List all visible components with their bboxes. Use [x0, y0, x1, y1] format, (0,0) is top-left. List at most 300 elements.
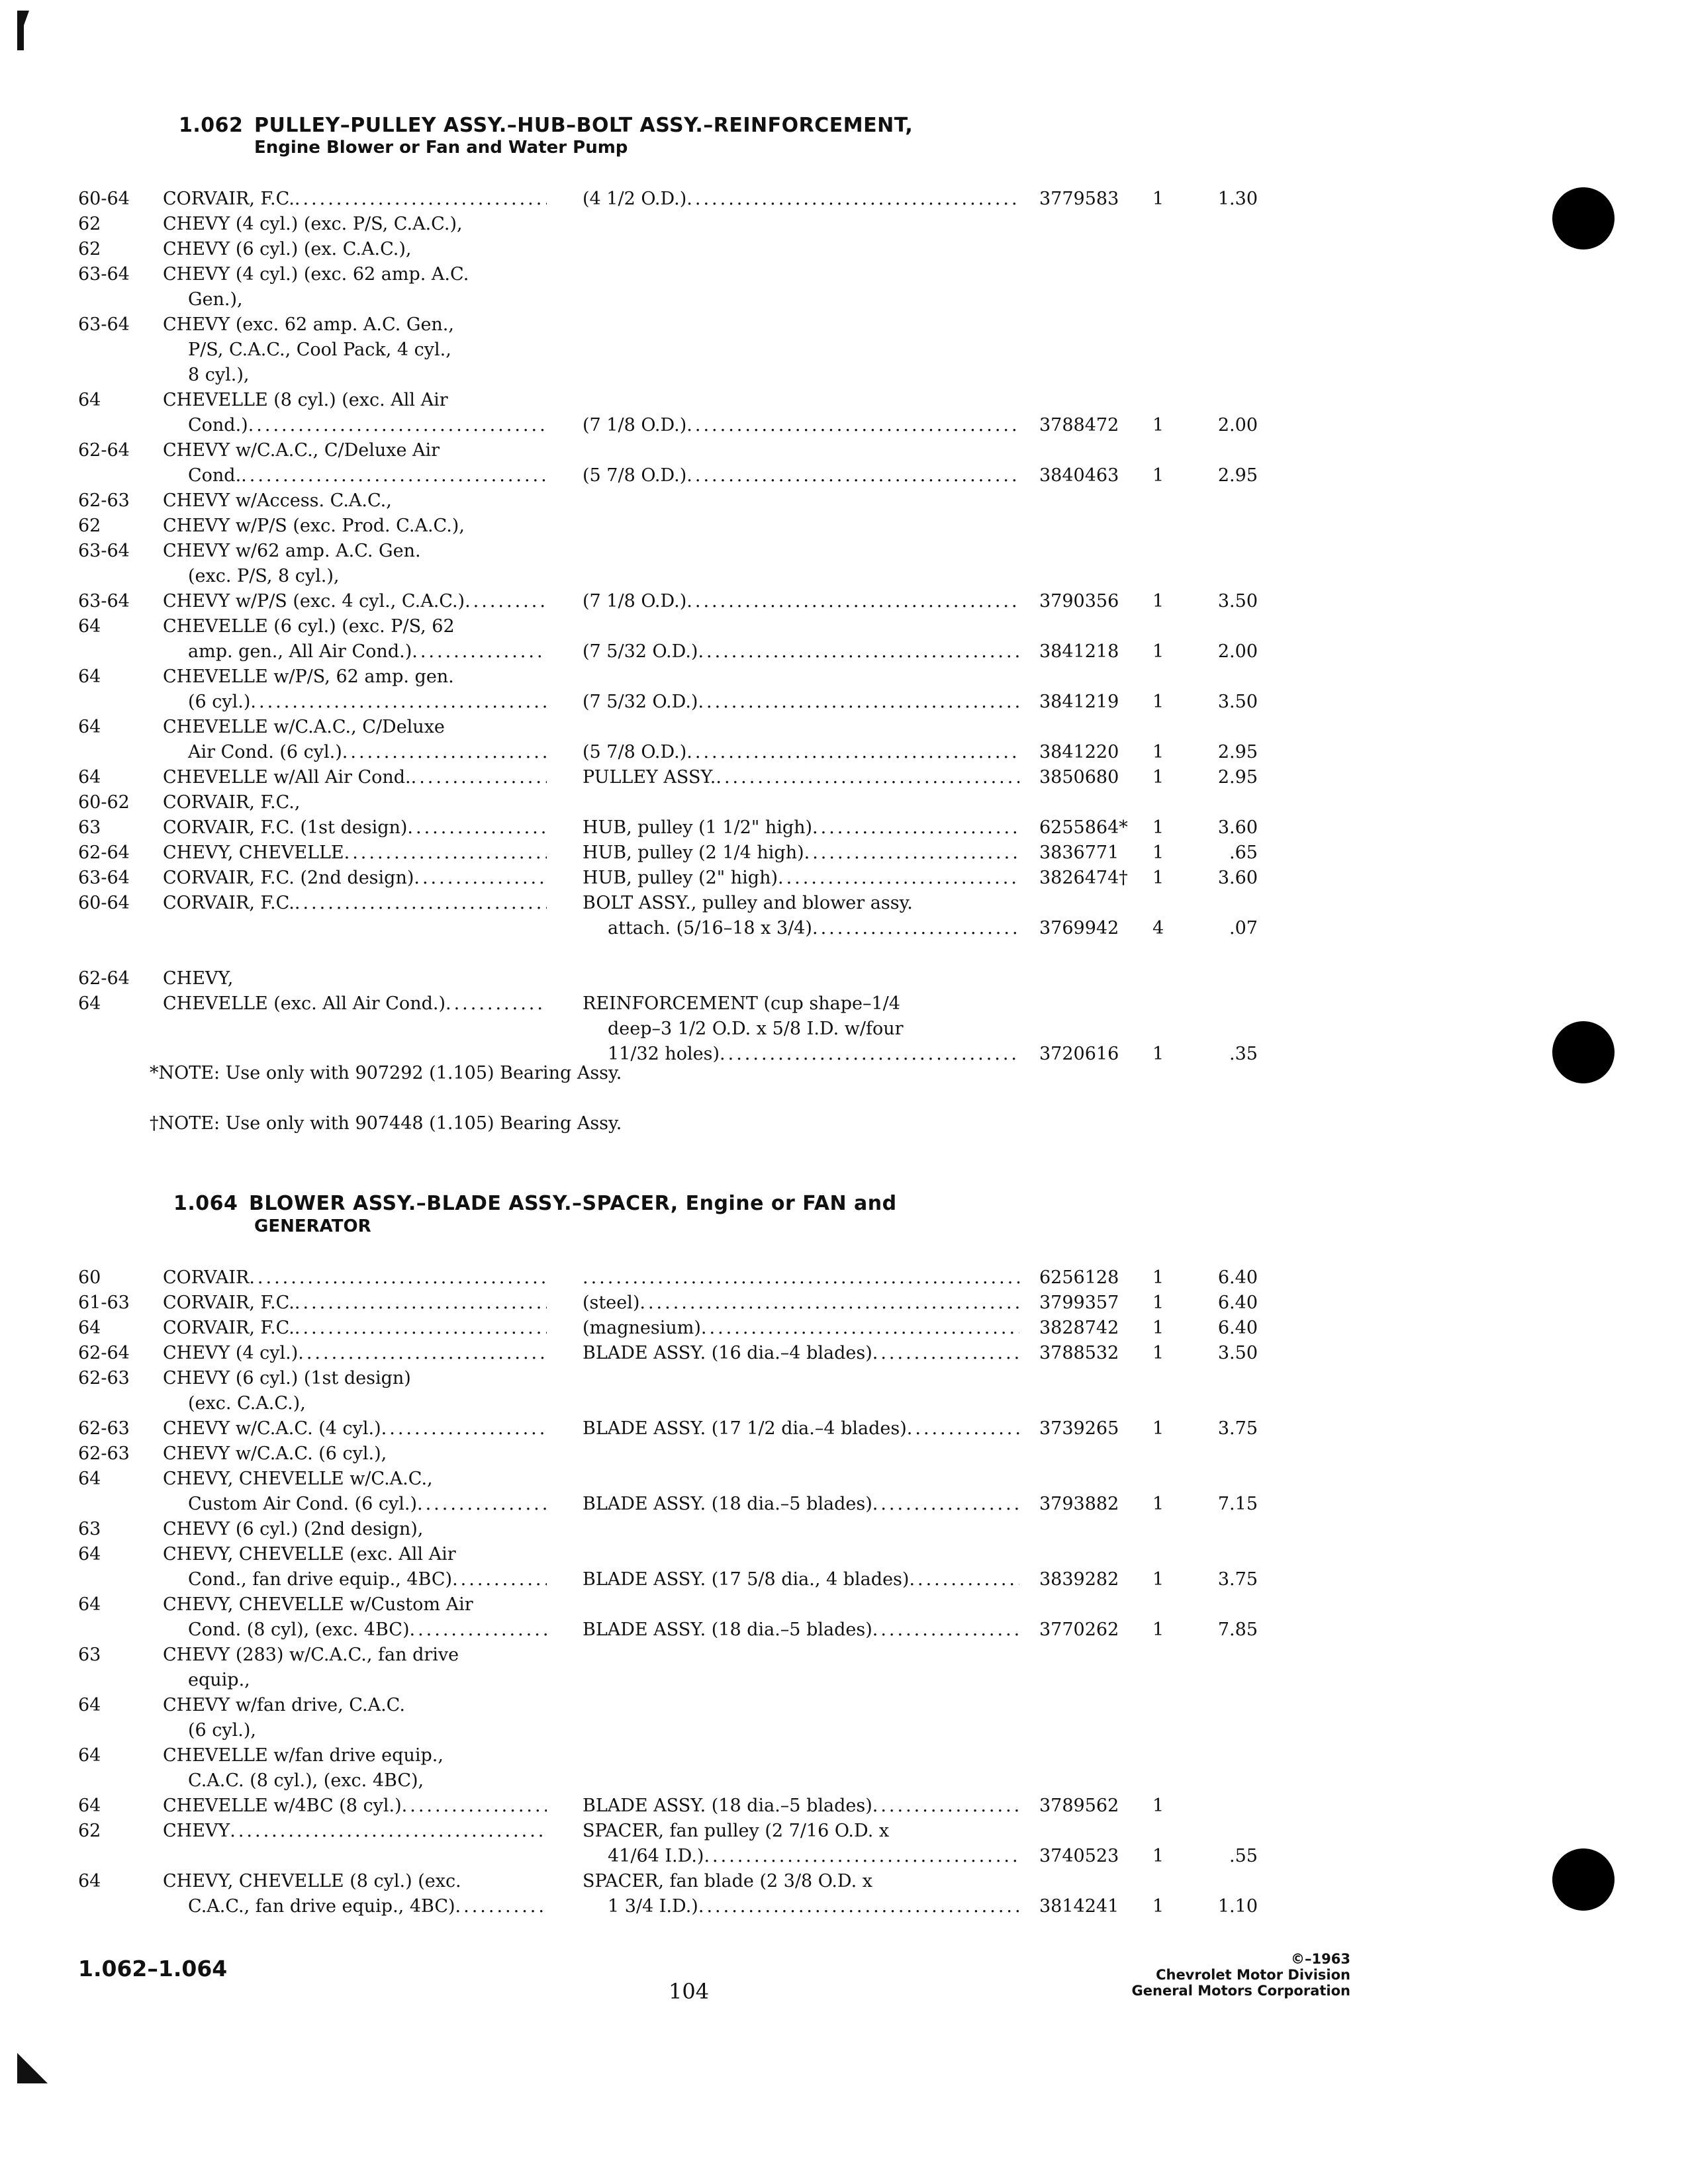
- price: 6.40: [1217, 1318, 1258, 1338]
- model-years: [78, 765, 101, 790]
- model-year: 62-64: [78, 968, 130, 989]
- description-line: SPACER, fan pulley (2 7/16 O.D. x: [583, 1821, 890, 1841]
- application-text: C.A.C., fan drive equip., 4BC): [188, 1896, 455, 1917]
- part-description: [583, 815, 1019, 841]
- application-line: [163, 991, 547, 1017]
- application-line: CHEVY, CHEVELLE (exc. All Air: [163, 1544, 456, 1565]
- application-text: CHEVELLE (exc. All Air Cond.): [163, 993, 445, 1014]
- application-line: [163, 1416, 547, 1441]
- dot-leader: [639, 1291, 1019, 1316]
- description-line: [583, 815, 1019, 841]
- model-year: 63-64: [78, 314, 130, 335]
- description-line: [583, 1567, 1019, 1592]
- application: [163, 1743, 547, 1794]
- model-years: [78, 1441, 130, 1467]
- table-row: [0, 1869, 1688, 1917]
- description-line: [583, 690, 1019, 715]
- quantity: 1: [1152, 1044, 1164, 1064]
- section-subtitle: Engine Blower or Fan and Water Pump: [254, 138, 628, 158]
- application-line: [163, 1291, 547, 1316]
- description-line: [583, 715, 1019, 740]
- part-description: [583, 841, 1019, 866]
- model-year: 64: [78, 1796, 101, 1816]
- model-years: [78, 815, 101, 841]
- application: [163, 866, 547, 891]
- model-years: [78, 1819, 101, 1844]
- part-description: [583, 438, 1019, 488]
- model-year: 63-64: [78, 541, 130, 561]
- model-year: 64: [78, 1594, 101, 1615]
- dot-leader: [812, 815, 1019, 841]
- part-number: 6256128: [1039, 1267, 1119, 1288]
- punch-hole-bottom: [1552, 1848, 1615, 1911]
- application-line: CHEVELLE w/C.A.C., C/Deluxe: [163, 717, 445, 737]
- quantity: 1: [1152, 1318, 1164, 1338]
- description-text: 11/32 holes): [608, 1044, 720, 1064]
- part-number: 3836771: [1039, 842, 1119, 863]
- dot-leader: [411, 765, 547, 790]
- publisher-line-1: Chevrolet Motor Division: [1156, 1967, 1350, 1983]
- application-line: [163, 1567, 547, 1592]
- application-text: CORVAIR, F.C.: [163, 893, 295, 913]
- application: [163, 1819, 547, 1844]
- dot-leader: [417, 1492, 547, 1517]
- price: 1.30: [1217, 189, 1258, 209]
- description-line: [583, 1316, 1019, 1341]
- description-text: (7 1/8 O.D.): [583, 415, 687, 435]
- dot-leader: [249, 1265, 547, 1291]
- application: [163, 1794, 547, 1819]
- part-description: [583, 1316, 1019, 1341]
- application-line: [163, 690, 547, 715]
- part-description: [583, 715, 1019, 765]
- dot-leader: [872, 1617, 1019, 1643]
- table-row: [0, 815, 1688, 838]
- model-year: 64: [78, 390, 101, 410]
- price: 6.40: [1217, 1267, 1258, 1288]
- dot-leader: [344, 841, 547, 866]
- application-line: CHEVY w/Access. C.A.C.,: [163, 490, 392, 511]
- application-line: [163, 841, 547, 866]
- part-number: 3841218: [1039, 641, 1119, 662]
- price: .55: [1229, 1846, 1258, 1866]
- application-line: [163, 639, 547, 664]
- section-range: 1.062–1.064: [78, 1956, 228, 1981]
- section-heading-1062: [179, 114, 913, 137]
- description-line: [583, 966, 1019, 991]
- description-text: HUB, pulley (1 1/2" high): [583, 817, 813, 838]
- table-row: [0, 312, 1688, 385]
- part-description: [583, 866, 1019, 891]
- application-line: CHEVY (283) w/C.A.C., fan drive: [163, 1645, 459, 1665]
- model-years: [78, 1743, 101, 1768]
- price: .07: [1229, 918, 1258, 938]
- application-text: CORVAIR, F.C.: [163, 189, 295, 209]
- part-description: [583, 1341, 1019, 1366]
- model-years: [78, 1693, 101, 1718]
- application: [163, 1869, 547, 1919]
- dot-leader: [698, 690, 1019, 715]
- application-line: CHEVY, CHEVELLE w/Custom Air: [163, 1594, 473, 1615]
- model-year: 61-63: [78, 1293, 130, 1313]
- model-years: [78, 1794, 101, 1819]
- part-number: 3826474†: [1039, 868, 1128, 888]
- description-text: (5 7/8 O.D.): [583, 742, 687, 762]
- application: [163, 1366, 547, 1416]
- application: [163, 1316, 547, 1341]
- description-line: [583, 916, 1019, 941]
- footnote-dagger: †NOTE: Use only with 907448 (1.105) Bearing Assy.: [150, 1113, 622, 1134]
- part-description: [583, 1542, 1019, 1592]
- table-row: [0, 237, 1688, 259]
- application-line: CHEVY w/fan drive, C.A.C.: [163, 1695, 405, 1715]
- section-title: PULLEY–PULLEY ASSY.–HUB–BOLT ASSY.–REINFORCEMENT,: [254, 114, 914, 137]
- dot-leader: [241, 463, 547, 488]
- application: [163, 1592, 547, 1643]
- description-text: 41/64 I.D.): [608, 1846, 704, 1866]
- application-line: CHEVY w/P/S (exc. Prod. C.A.C.),: [163, 516, 465, 536]
- model-year: 64: [78, 1318, 101, 1338]
- application: [163, 1643, 547, 1693]
- copyright: ©–1963: [1291, 1951, 1350, 1967]
- price: 2.95: [1217, 767, 1258, 788]
- quantity: 1: [1152, 641, 1164, 662]
- table-row: [0, 790, 1688, 813]
- table-row: [0, 1743, 1688, 1791]
- model-year: 62-64: [78, 842, 130, 863]
- model-years: [78, 1366, 130, 1391]
- application: [163, 1265, 547, 1291]
- application-text: CHEVY: [163, 1821, 230, 1841]
- price: 1.10: [1217, 1896, 1258, 1917]
- quantity: 1: [1152, 817, 1164, 838]
- dot-leader: [465, 589, 547, 614]
- description-line: [583, 1341, 1019, 1366]
- model-year: 63-64: [78, 264, 130, 285]
- price: 3.50: [1217, 1343, 1258, 1363]
- description-line: [583, 1467, 1019, 1492]
- description-text: (7 5/32 O.D.): [583, 692, 698, 712]
- part-description: [583, 614, 1019, 664]
- description-line: [583, 438, 1019, 463]
- table-row: [0, 966, 1688, 1064]
- description-text: BLADE ASSY. (18 dia.–5 blades): [583, 1619, 872, 1640]
- dot-leader: [412, 639, 547, 664]
- part-number: 3789562: [1039, 1796, 1119, 1816]
- application-line: [163, 1265, 547, 1291]
- quantity: 1: [1152, 1619, 1164, 1640]
- description-text: (magnesium): [583, 1318, 701, 1338]
- dot-leader: [445, 991, 547, 1017]
- table-row: [0, 765, 1688, 788]
- model-year: 62-63: [78, 1443, 130, 1464]
- part-number: 3779583: [1039, 189, 1119, 209]
- table-row: [0, 1542, 1688, 1590]
- part-number: 3814241: [1039, 1896, 1119, 1917]
- application-line: CHEVY (6 cyl.) (1st design): [163, 1368, 411, 1388]
- description-line: [583, 639, 1019, 664]
- application: [163, 1291, 547, 1316]
- part-number: 3841220: [1039, 742, 1119, 762]
- application-line: CHEVY w/C.A.C. (6 cyl.),: [163, 1443, 387, 1464]
- application-line: 8 cyl.),: [188, 365, 250, 385]
- part-number: 3799357: [1039, 1293, 1119, 1313]
- dot-leader: [295, 1291, 547, 1316]
- price: .65: [1229, 842, 1258, 863]
- dot-leader: [381, 1416, 547, 1441]
- dot-leader: [342, 740, 547, 765]
- description-text: (7 5/32 O.D.): [583, 641, 698, 662]
- description-text: BLADE ASSY. (18 dia.–5 blades): [583, 1494, 872, 1514]
- application: [163, 1542, 547, 1592]
- description-line: [583, 740, 1019, 765]
- model-years: [78, 312, 130, 338]
- price: 3.75: [1217, 1569, 1258, 1590]
- model-year: 64: [78, 616, 101, 637]
- quantity: 1: [1152, 1796, 1164, 1816]
- model-year: 64: [78, 1871, 101, 1891]
- application-line: CHEVY (4 cyl.) (exc. P/S, C.A.C.),: [163, 214, 463, 234]
- price: 3.75: [1217, 1418, 1258, 1439]
- application-text: CHEVELLE w/All Air Cond.: [163, 767, 411, 788]
- application: [163, 1693, 547, 1743]
- model-years: [78, 1291, 130, 1316]
- model-years: [78, 1416, 130, 1441]
- quantity: 1: [1152, 742, 1164, 762]
- model-years: [78, 237, 101, 262]
- application-text: Cond.: [188, 465, 242, 486]
- application-text: CORVAIR: [163, 1267, 250, 1288]
- part-number: 3841219: [1039, 692, 1119, 712]
- application-line: [163, 1894, 547, 1919]
- model-year: 60-64: [78, 893, 130, 913]
- model-years: [78, 388, 101, 413]
- application-line: [163, 1794, 547, 1819]
- application: [163, 539, 547, 589]
- application: [163, 1517, 547, 1542]
- quantity: 1: [1152, 1293, 1164, 1313]
- model-year: 64: [78, 717, 101, 737]
- part-number: 3850680: [1039, 767, 1119, 788]
- part-number: 3769942: [1039, 918, 1119, 938]
- application-line: CHEVY, CHEVELLE (8 cyl.) (exc.: [163, 1871, 461, 1891]
- part-description: [583, 1819, 1019, 1869]
- model-year: 63: [78, 1519, 101, 1539]
- dot-leader: [407, 815, 547, 841]
- description-line: [583, 841, 1019, 866]
- application: [163, 815, 547, 841]
- application: [163, 1341, 547, 1366]
- application-line: [163, 1819, 547, 1844]
- price: 3.60: [1217, 817, 1258, 838]
- model-year: 62-64: [78, 1343, 130, 1363]
- application-text: CORVAIR, F.C. (1st design): [163, 817, 408, 838]
- dot-leader: [414, 866, 547, 891]
- application: [163, 187, 547, 212]
- description-text: attach. (5/16–18 x 3/4): [608, 918, 812, 938]
- description-text: HUB, pulley (2" high): [583, 868, 778, 888]
- part-number: 6255864*: [1039, 817, 1128, 838]
- section-number: 1.062: [179, 114, 244, 137]
- part-number: 3840463: [1039, 465, 1119, 486]
- dot-leader: [410, 1617, 547, 1643]
- application-line: CHEVY,: [163, 968, 234, 989]
- application-line: CHEVELLE (6 cyl.) (exc. P/S, 62: [163, 616, 455, 637]
- model-year: 64: [78, 1745, 101, 1766]
- part-description: [583, 1265, 1019, 1291]
- model-years: [78, 1869, 101, 1894]
- description-line: [583, 1492, 1019, 1517]
- description-line: [583, 664, 1019, 690]
- model-years: [78, 1316, 101, 1341]
- application: [163, 589, 547, 614]
- application-text: amp. gen., All Air Cond.): [188, 641, 412, 662]
- application-text: CORVAIR, F.C.: [163, 1293, 295, 1313]
- model-years: [78, 664, 101, 690]
- application-text: Cond. (8 cyl), (exc. 4BC): [188, 1619, 410, 1640]
- dot-leader: [298, 1341, 547, 1366]
- application: [163, 514, 547, 539]
- model-years: [78, 1517, 101, 1542]
- quantity: 1: [1152, 1418, 1164, 1439]
- dot-leader: [250, 690, 547, 715]
- dot-leader: [248, 413, 547, 438]
- model-years: [78, 212, 101, 237]
- description-text: (4 1/2 O.D.): [583, 189, 687, 209]
- application: [163, 237, 547, 262]
- quantity: 1: [1152, 591, 1164, 612]
- model-year: 64: [78, 1469, 101, 1489]
- quantity: 1: [1152, 767, 1164, 788]
- application-text: CHEVY w/P/S (exc. 4 cyl., C.A.C.): [163, 591, 465, 612]
- price: 2.95: [1217, 742, 1258, 762]
- model-year: 62-63: [78, 1368, 130, 1388]
- dot-leader: [909, 1567, 1019, 1592]
- quantity: 1: [1152, 465, 1164, 486]
- application: [163, 488, 547, 514]
- application-line: C.A.C. (8 cyl.), (exc. 4BC),: [188, 1770, 424, 1791]
- application-line: [163, 866, 547, 891]
- model-year: 63-64: [78, 591, 130, 612]
- model-year: 62-63: [78, 1418, 130, 1439]
- price: .35: [1229, 1044, 1258, 1064]
- corner-mark-top-stem: [17, 11, 24, 50]
- application-line: CHEVY (6 cyl.) (2nd design),: [163, 1519, 424, 1539]
- corner-mark-bottom: [17, 2053, 48, 2083]
- model-years: [78, 1265, 101, 1291]
- model-years: [78, 841, 130, 866]
- part-description: [583, 187, 1019, 212]
- dot-leader: [720, 1042, 1019, 1067]
- dot-leader: [686, 740, 1019, 765]
- table-row: [0, 488, 1688, 511]
- part-number: 3839282: [1039, 1569, 1119, 1590]
- dot-leader: [295, 1316, 547, 1341]
- quantity: 1: [1152, 189, 1164, 209]
- quantity: 1: [1152, 692, 1164, 712]
- table-row: [0, 1341, 1688, 1363]
- model-year: 64: [78, 1695, 101, 1715]
- application-text: Cond.): [188, 415, 248, 435]
- model-years: [78, 1341, 130, 1366]
- application-line: [163, 740, 547, 765]
- table-row: [0, 262, 1688, 310]
- application: [163, 715, 547, 765]
- quantity: 1: [1152, 1267, 1164, 1288]
- application-line: [163, 187, 547, 212]
- description-text: (steel): [583, 1293, 640, 1313]
- application-line: [163, 1617, 547, 1643]
- application-line: CHEVY (6 cyl.) (ex. C.A.C.),: [163, 239, 412, 259]
- application: [163, 1467, 547, 1517]
- application-text: CHEVY w/C.A.C. (4 cyl.): [163, 1418, 381, 1439]
- quantity: 1: [1152, 1896, 1164, 1917]
- application: [163, 841, 547, 866]
- description-text: 1 3/4 I.D.): [608, 1896, 698, 1917]
- part-number: 3739265: [1039, 1418, 1119, 1439]
- price: 7.85: [1217, 1619, 1258, 1640]
- application-text: CHEVELLE w/4BC (8 cyl.): [163, 1796, 402, 1816]
- price: 2.95: [1217, 465, 1258, 486]
- model-year: 64: [78, 993, 101, 1014]
- description-line: [583, 463, 1019, 488]
- part-description: [583, 891, 1019, 941]
- description-text: BLADE ASSY. (17 5/8 dia., 4 blades): [583, 1569, 910, 1590]
- description-line: [583, 765, 1019, 790]
- table-row: [0, 1693, 1688, 1741]
- price: 3.60: [1217, 868, 1258, 888]
- description-line: [583, 1592, 1019, 1617]
- description-text: BLADE ASSY. (17 1/2 dia.–4 blades): [583, 1418, 907, 1439]
- description-line: [583, 614, 1019, 639]
- application-line: [163, 1492, 547, 1517]
- application-line: CHEVELLE (8 cyl.) (exc. All Air: [163, 390, 448, 410]
- description-line: [583, 1794, 1019, 1819]
- application: [163, 1441, 547, 1467]
- application-line: [163, 1316, 547, 1341]
- application-line: Gen.),: [188, 289, 243, 310]
- dot-leader: [778, 866, 1019, 891]
- description-line: SPACER, fan blade (2 3/8 O.D. x: [583, 1871, 873, 1891]
- application-line: (exc. C.A.C.),: [188, 1393, 306, 1414]
- part-description: [583, 1794, 1019, 1819]
- application: [163, 388, 547, 438]
- description-line: [583, 413, 1019, 438]
- model-years: [78, 715, 101, 740]
- model-year: 62: [78, 516, 101, 536]
- application-line: CHEVELLE w/P/S, 62 amp. gen.: [163, 666, 454, 687]
- application-line: (6 cyl.),: [188, 1720, 257, 1741]
- dot-leader: [872, 1794, 1019, 1819]
- application: [163, 891, 547, 916]
- quantity: 4: [1152, 918, 1164, 938]
- description-text: HUB, pulley (2 1/4 high): [583, 842, 804, 863]
- model-year: 62-63: [78, 490, 130, 511]
- part-description: [583, 1291, 1019, 1316]
- application-line: [163, 891, 547, 916]
- dot-leader: [716, 765, 1019, 790]
- application: [163, 262, 547, 312]
- dot-leader: [872, 1492, 1019, 1517]
- model-years: [78, 514, 101, 539]
- part-description: [583, 1869, 1019, 1919]
- description-text: PULLEY ASSY.: [583, 767, 716, 788]
- description-line: [583, 187, 1019, 212]
- table-row: [0, 1517, 1688, 1539]
- application-line: CHEVY (exc. 62 amp. A.C. Gen.,: [163, 314, 454, 335]
- application: [163, 438, 547, 488]
- model-year: 63: [78, 817, 101, 838]
